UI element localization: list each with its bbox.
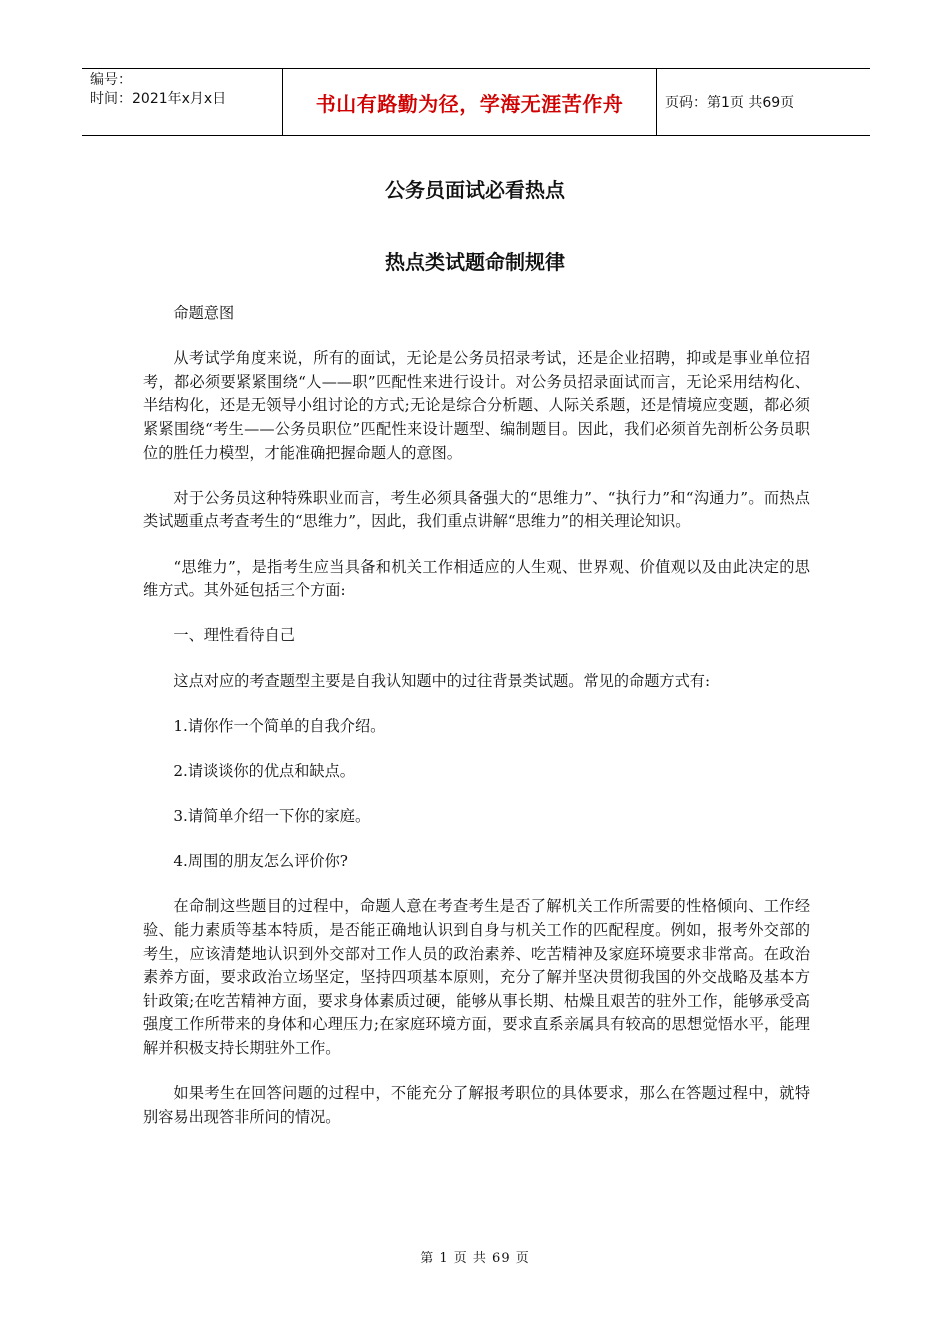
paragraph: 3.请简单介绍一下你的家庭。: [173, 807, 371, 826]
date-label: 时间：2021年x月x日: [90, 91, 227, 107]
paragraph: 对于公务员这种特殊职业而言，考生必须具备强大的“思维力”、“执行力”和“沟通力”。而热点类试题重点考查考生的“思维力”，因此，我们重点讲解“思维力”的相关理论知识。: [143, 488, 810, 531]
page-header: [82, 68, 870, 136]
paragraph: 如果考生在回答问题的过程中，不能充分了解报考职位的具体要求，那么在答题过程中，就特别容易出现答非所问的情况。: [143, 1084, 810, 1126]
paragraph: 一、理性看待自己: [173, 626, 295, 645]
paragraph: 在命制这些题目的过程中，命题人意在考查考生是否了解机关工作所需要的性格倾向、工作经验、能力素质等基本特质，是否能正确地认识到自身与机关工作的匹配程度。例如，报考外交部的考生，应该清楚地认识到外交部对工作人员的政治素养、吃苦精神及家庭环境要求非常高。在政治素养方面，要求政治立场坚定，坚持四项基本原则，充分了解并坚决贯彻我国的外交战略及基本方针政策;在吃苦精神方面，要求身体素质过硬，能够从事长期、枯燥且艰苦的驻外工作，能够承受高强度工作所带来的身体和心理压力;在家庭环境方面，要求直系亲属具有较高的思想觉悟水平，能理解并积极支持长期驻外工作。: [143, 897, 810, 1057]
paragraph: 1.请你作一个简单的自我介绍。: [173, 716, 386, 735]
page-footer: 第 1 页 共 69 页: [420, 1251, 530, 1266]
paragraph: 从考试学角度来说，所有的面试，无论是公务员招录考试，还是企业招聘，抑或是事业单位招考，都必须要紧紧围绕“人——职”匹配性来进行设计。对公务员招录面试而言，无论采用结构化、半结构化，还是无领导小组讨论的方式;无论是综合分析题、人际关系题，还是情境应变题，都必须紧紧围绕“考生——公务员职位”匹配性来设计题型、编制题目。因此，我们必须首先剖析公务员职位的胜任力模型，才能准确把握命题人的意图。: [143, 349, 810, 462]
number-label: 编号：: [90, 72, 132, 88]
header-meta: [82, 69, 282, 135]
header-page-info: 页码：第1页 共69页: [665, 95, 795, 111]
document-body: [143, 302, 810, 1151]
document-subtitle: 热点类试题命制规律: [385, 250, 565, 274]
paragraph: “思维力”，是指考生应当具备和机关工作相适应的人生观、世界观、价值观以及由此决定的思维方式。其外延包括三个方面:: [143, 557, 810, 600]
header-motto: 书山有路勤为径，学海无涯苦作舟: [282, 69, 657, 135]
document-title: 公务员面试必看热点: [385, 178, 565, 202]
paragraph: 2.请谈谈你的优点和缺点。: [173, 761, 355, 780]
paragraph: 这点对应的考查题型主要是自我认知题中的过往背景类试题。常见的命题方式有:: [173, 671, 711, 690]
paragraph: 命题意图: [173, 304, 235, 322]
paragraph: 4.周围的朋友怎么评价你?: [173, 852, 348, 871]
